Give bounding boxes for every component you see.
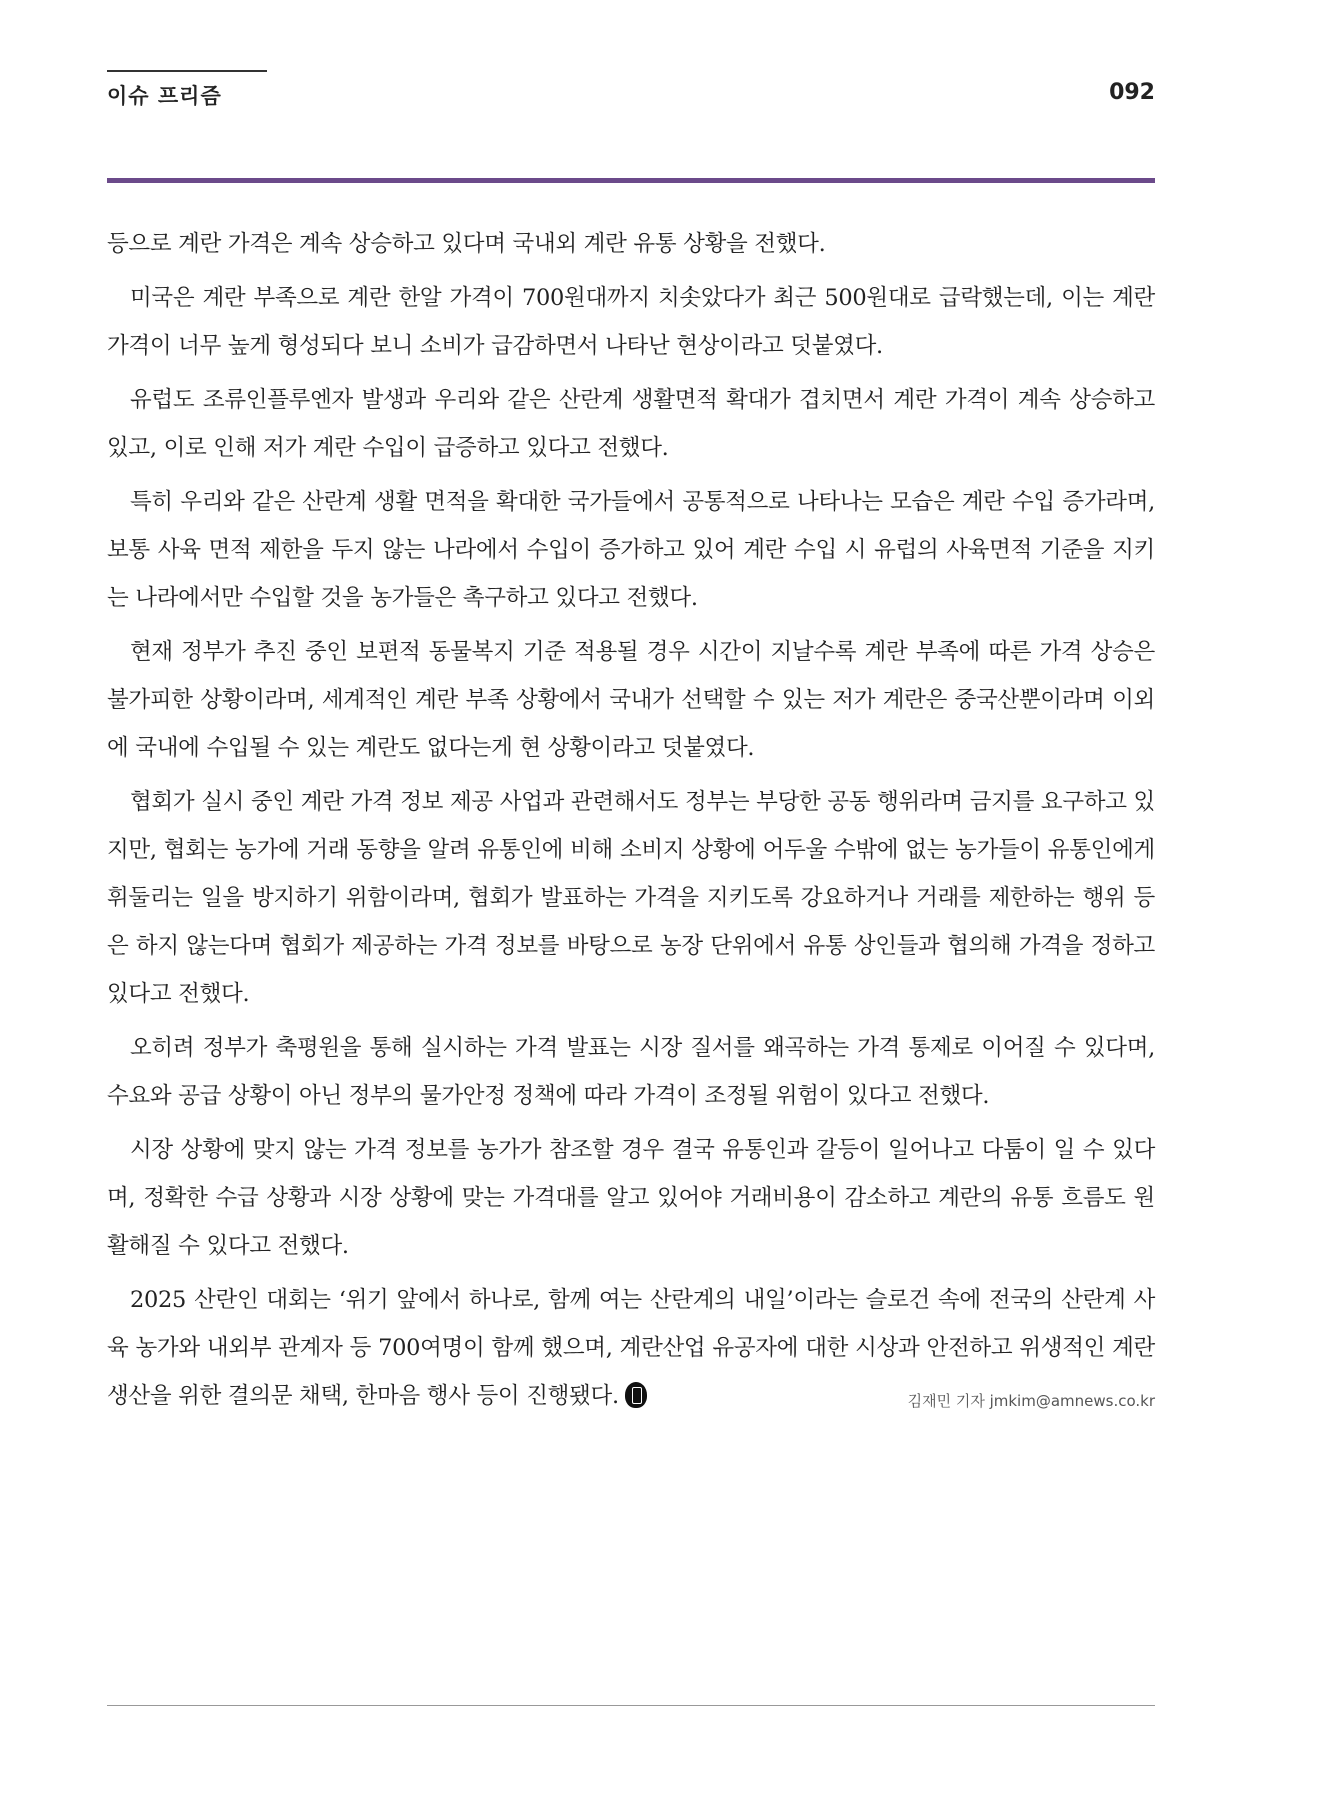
paragraph: 시장 상황에 맞지 않는 가격 정보를 농가가 참조할 경우 결국 유통인과 갈등이 일어나고 다툼이 일 수 있다며, 정확한 수급 상황과 시장 상황에 맞는 가격대를 알고 있어야 거래비용이 감소하고 계란의 유통 흐름도 원활해질 수 있다고 전했다. [107, 1137, 1155, 1259]
paragraph-text: 2025 산란인 대회는 ‘위기 앞에서 하나로, 함께 여는 산란계의 내일’이라는 슬로건 속에 전국의 산란계 사육 농가와 내외부 관계자 등 700여명이 함께 했으며, 계란산업 유공자에 대한 시상과 안전하고 위생적인 계란 생산을 위한 결의문 채택, 한마음 행사 등이 진행됐다. [107, 1287, 1155, 1409]
article-end-icon [625, 1382, 647, 1408]
paragraph: 현재 정부가 추진 중인 보편적 동물복지 기준 적용될 경우 시간이 지날수록 계란 부족에 따른 가격 상승은 불가피한 상황이라며, 세계적인 계란 부족 상황에서 국내가 선택할 수 있는 저가 계란은 중국산뿐이라며 이외에 국내에 수입될 수 있는 계란도 없다는게 현 상황이라고 덧붙였다. [107, 639, 1155, 761]
paragraph: 등으로 계란 가격은 계속 상승하고 있다며 국내외 계란 유통 상황을 전했다. [107, 231, 826, 257]
paragraph: 유럽도 조류인플루엔자 발생과 우리와 같은 산란계 생활면적 확대가 겹치면서 계란 가격이 계속 상승하고 있고, 이로 인해 저가 계란 수입이 급증하고 있다고 전했다. [107, 387, 1155, 461]
section-divider [107, 178, 1155, 183]
footer-rule [107, 1705, 1155, 1706]
paragraph: 협회가 실시 중인 계란 가격 정보 제공 사업과 관련해서도 정부는 부당한 공동 행위라며 금지를 요구하고 있지만, 협회는 농가에 거래 동향을 알려 유통인에 비해 소비지 상황에 어두울 수밖에 없는 농가들이 유통인에게 휘둘리는 일을 방지하기 위함이라며, 협회가 발표하는 가격을 지키도록 강요하거나 거래를 제한하는 행위 등은 하지 않는다며 협회가 제공하는 가격 정보를 바탕으로 농장 단위에서 유통 상인들과 협의해 가격을 정하고 있다고 전했다. [107, 789, 1155, 1007]
paragraph: 미국은 계란 부족으로 계란 한알 가격이 700원대까지 치솟았다가 최근 500원대로 급락했는데, 이는 계란 가격이 너무 높게 형성되다 보니 소비가 급감하면서 나타난 현상이라고 덧붙였다. [107, 285, 1155, 359]
paragraph: 오히려 정부가 축평원을 통해 실시하는 가격 발표는 시장 질서를 왜곡하는 가격 통제로 이어질 수 있다며, 수요와 공급 상황이 아닌 정부의 물가안정 정책에 따라 가격이 조정될 위험이 있다고 전했다. [107, 1035, 1155, 1109]
header-rule [107, 70, 267, 72]
section-label: 이슈 프리즘 [107, 84, 222, 108]
page-number: 092 [1109, 80, 1155, 105]
byline: 김재민 기자 jmkim@amnews.co.kr [907, 1392, 1155, 1410]
paragraph: 특히 우리와 같은 산란계 생활 면적을 확대한 국가들에서 공통적으로 나타나는 모습은 계란 수입 증가라며, 보통 사육 면적 제한을 두지 않는 나라에서 수입이 증가하고 있어 계란 수입 시 유럽의 사육면적 기준을 지키는 나라에서만 수입할 것을 농가들은 촉구하고 있다고 전했다. [107, 489, 1155, 611]
article-body [107, 220, 1155, 1426]
